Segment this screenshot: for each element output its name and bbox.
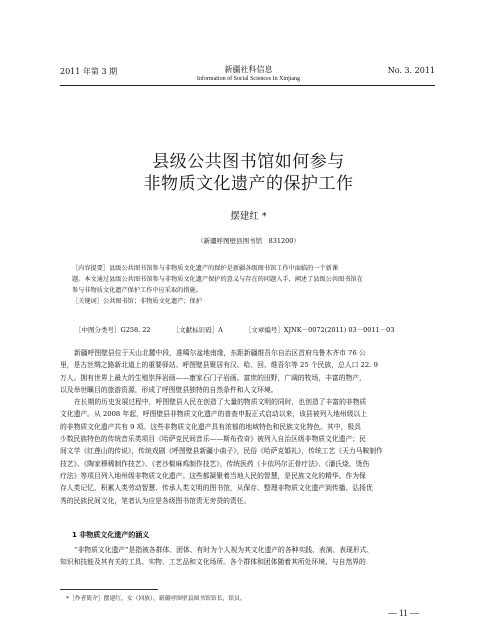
keywords-tag: ［关键词］	[72, 298, 103, 305]
author-name: 摆建红 *	[230, 211, 267, 222]
body-line: 存人类记忆、积累人类劳动智慧、传承人类文明的图书馆，从保存、整理非物质文化遗产到传播、弘扬优	[60, 484, 373, 493]
keywords-text: 公共图书馆；非物质文化遗产；保护	[102, 298, 202, 305]
body-line: 里，是古丝绸之路新北道上的重要驿站。呼图壁县聚居有汉、哈、回、维吾尔等 25 个民族，总人口 22. 9	[60, 361, 378, 370]
journal-title-en: Information of Social Sciences In Xinjiang	[196, 76, 301, 82]
author-affiliation: （新疆呼图壁县图书馆 831200）	[197, 237, 300, 245]
body-text	[60, 347, 436, 507]
issue-number: No. 3. 2011	[387, 66, 435, 75]
abstract-line: 题。本文通过县级公共图书馆参与非物质文化遗产保护的意义与存在的问题入手，阐述了县级公共图书馆在	[72, 276, 363, 283]
page-number: — 11 —	[387, 608, 419, 618]
body-line: 疗法》等项目列入地州级非物质文化遗产。这些都凝聚着当地人民的智慧，是民族文化的精华。作为保	[60, 471, 366, 480]
body-line: 间文学《红莲山的传说》，传统戏剧《呼图壁县新疆小曲子》，民俗《哈萨克婚礼》，传统工艺《天力马鞍制作	[60, 447, 383, 456]
body-line: 文化遗产。从 2008 年起，呼图壁县非物质文化遗产的普查申报正式启动以来，该县被列入地州级以上	[60, 410, 368, 419]
section-heading: 1 非物质文化遗产的涵义	[72, 531, 150, 539]
body-line: 以及举世瞩目的旅游资源，形成了呼图壁县独特的自然条件和人文环境。	[60, 385, 278, 394]
body-line: 少数民族特色的传统音乐类项目《哈萨克民间音乐——斯布孜奇》被列入自治区级非物质文化遗产；民	[60, 435, 366, 444]
clc-number: ［中图分类号］G258. 22	[75, 326, 151, 334]
article-title-line-2: 非物质文化遗产的保护工作	[143, 174, 354, 194]
body-line: 的非物质文化遗产共有 9 项。这些非物质文化遗产具有浓郁的地域特色和民族文化特色。其中，极具	[60, 422, 361, 431]
body-line: 在长期的历史发展过程中，呼图壁县人民在创造了大量的物质文明的同时，也创造了丰富的非物质	[74, 398, 367, 407]
body-line: 万人。拥有世界上最大的生殖崇拜岩画——康家石门子岩画。富庶的田野，广阔的牧场，丰富的物产，	[60, 373, 366, 382]
section-body	[60, 544, 436, 569]
body-line: 技艺》、《陶家穆稀制作技艺》、《老沙椒麻鸡制作技艺》，传统医药《卡依玛尔正骨疗法》、《潘氏烧、烫伤	[60, 459, 370, 468]
footnote-divider	[60, 589, 158, 590]
classification-line	[75, 325, 414, 334]
document-code: ［文献标识码］A	[172, 326, 223, 334]
abstract-line: ［内容提要］县级公共图书馆参与非物质文化遗产的保护是新疆各级图书馆工作中面临的一个新课	[72, 265, 339, 272]
issue-label: 2011 年第 3 期	[60, 67, 118, 76]
article-id: ［文章编号］XJNK－0072(2011) 03－0011－03	[244, 326, 395, 334]
body-line: “非物质文化遗产”是指被各群体、团体、有时为个人视为其文化遗产的各种实践、表演、表现形式、	[74, 546, 374, 554]
author-footnote: *［作者简介］摆建红，女（回族），新疆呼图壁县图书馆馆长，馆员。	[66, 596, 246, 602]
abstract-block	[72, 263, 427, 307]
abstract-line: 参与非物质文化遗产保护工作中应采取的措施。	[72, 287, 202, 294]
body-line: 知识和技能及其有关的工具、实物、工艺品和文化场所。各个群体和团体随着其所处环境、与自然界的	[60, 558, 366, 567]
header-divider	[60, 85, 435, 86]
abstract-tag: ［内容提要］	[72, 265, 110, 272]
keywords-line	[72, 296, 427, 307]
body-line: 秀的民族民间文化，笔者认为应是各级图书馆责无旁贷的责任。	[60, 496, 251, 505]
article-title-line-1: 县级公共图书馆如何参与	[152, 152, 345, 172]
body-line: 新疆呼图壁县位于天山北麓中段，准噶尔盆地南缘，东距新疆维吾尔自治区首府乌鲁木齐市 76 公	[74, 349, 366, 357]
journal-title: 新疆社科信息	[224, 65, 273, 74]
